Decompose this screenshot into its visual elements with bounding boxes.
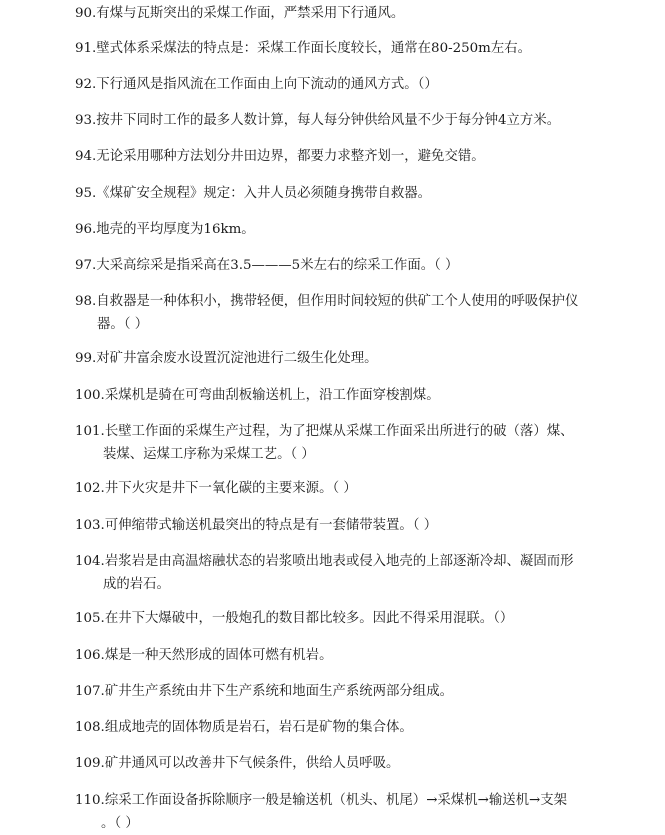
question-number: 102. [75,481,105,496]
question-number: 99. [75,351,97,366]
question-number: 108. [75,720,105,735]
question-text-continued: 。（ ） [101,816,139,831]
question-text: 按井下同时工作的最多人数计算，每人每分钟供给风量不少于每分钟4立方米。 [96,113,561,128]
question-number: 96. [75,222,97,237]
question-97 [75,254,595,277]
question-109 [75,752,595,775]
question-text: 下行通风是指风流在工作面由上向下流动的通风方式。（） [96,77,438,92]
question-number: 95. [75,186,97,201]
question-96 [75,218,595,241]
question-text: 有煤与瓦斯突出的采煤工作面，严禁采用下行通风。 [96,6,405,21]
question-number: 105. [75,611,105,626]
question-94 [75,145,595,168]
question-101 [75,420,595,466]
question-98 [75,290,595,336]
question-number: 93. [75,113,97,128]
question-text-continued: 器。（ ） [97,317,149,332]
question-text: 矿井生产系统由井下生产系统和地面生产系统两部分组成。 [104,684,453,699]
question-number: 109. [75,756,105,771]
question-text: 自救器是一种体积小，携带轻便，但作用时间较短的供矿工个人使用的呼吸保护仪 [96,294,579,309]
question-text-continued: 装煤、运煤工序称为采煤工艺。（ ） [103,447,315,462]
question-93 [75,109,595,132]
question-number: 110. [75,793,105,808]
question-number: 90. [75,6,97,21]
question-text: 长壁工作面的采煤生产过程，为了把煤从采煤工作面采出所进行的破（落）煤、 [104,424,574,439]
question-text: 矿井通风可以改善井下气候条件，供给人员呼吸。 [104,756,400,771]
question-number: 91. [75,41,97,56]
question-text: 井下火灾是井下一氧化碳的主要来源。（ ） [104,481,357,496]
question-104 [75,550,595,596]
question-number: 103. [75,518,105,533]
question-text: 地壳的平均厚度为16km。 [96,222,255,237]
question-text: 在井下大爆破中，一般炮孔的数目都比较多。因此不得采用混联。（） [104,611,514,626]
question-90 [75,2,595,25]
question-number: 92. [75,77,97,92]
question-number: 100. [75,388,105,403]
question-92 [75,73,595,96]
question-text: 对矿井富余废水设置沉淀池进行二级生化处理。 [96,351,378,366]
question-100 [75,384,595,407]
question-110 [75,789,595,835]
question-91 [75,37,595,60]
question-text: 岩浆岩是由高温熔融状态的岩浆喷出地表或侵入地壳的上部逐渐冷却、凝固而形 [104,554,574,569]
question-text: 采煤机是骑在可弯曲刮板输送机上，沿工作面穿梭割煤。 [104,388,440,403]
question-text-continued: 成的岩石。 [103,577,170,592]
question-number: 104. [75,554,105,569]
question-number: 106. [75,648,105,663]
question-106 [75,644,595,667]
question-text: 可伸缩带式输送机最突出的特点是有一套储带装置。（ ） [104,518,438,533]
question-text: 组成地壳的固体物质是岩石，岩石是矿物的集合体。 [104,720,413,735]
question-107 [75,680,595,703]
question-text: 无论采用哪种方法划分井田边界，都要力求整齐划一，避免交错。 [96,149,485,164]
question-text: 壁式体系采煤法的特点是：采煤工作面长度较长，通常在80-250m左右。 [96,41,532,56]
question-108 [75,716,595,739]
question-text: 《煤矿安全规程》规定：入井人员必须随身携带自救器。 [96,186,432,201]
question-text: 大采高综采是指采高在3.5———5米左右的综采工作面。（ ） [96,258,459,273]
question-99 [75,347,595,370]
question-number: 101. [75,424,105,439]
question-text: 煤是一种天然形成的固体可燃有机岩。 [104,648,333,663]
question-103 [75,514,595,537]
question-number: 98. [75,294,97,309]
question-number: 107. [75,684,105,699]
question-text: 综采工作面设备拆除顺序一般是输送机（机头、机尾）→采煤机→输送机→支架 [104,793,567,808]
question-105 [75,607,595,630]
question-102 [75,477,595,500]
question-number: 94. [75,149,97,164]
question-number: 97. [75,258,97,273]
question-95 [75,182,595,205]
